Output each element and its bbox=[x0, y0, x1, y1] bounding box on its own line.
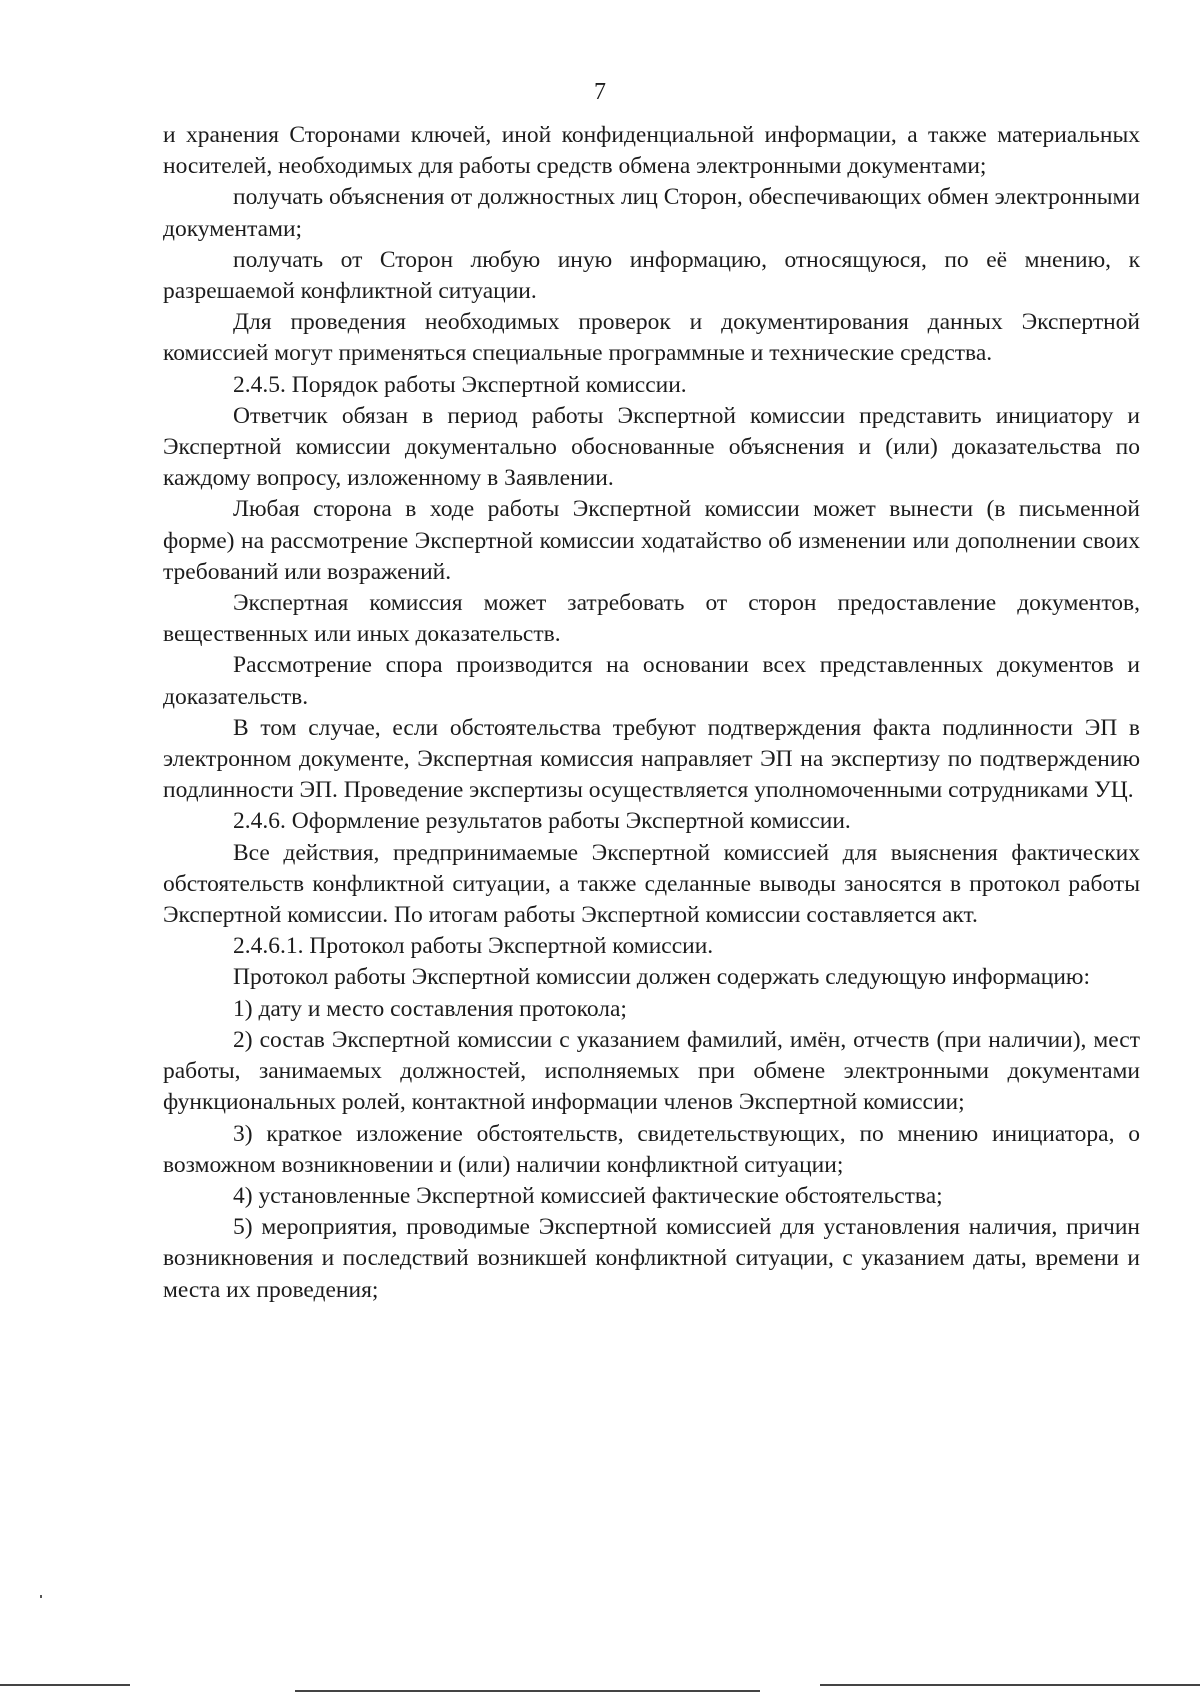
section-heading: 2.4.6.1. Протокол работы Экспертной комиссии. bbox=[233, 933, 714, 960]
paragraph: Рассмотрение спора производится на основании всех представленных документов и доказательств. bbox=[163, 652, 1140, 710]
list-item: 1) дату и место составления протокола; bbox=[233, 995, 627, 1022]
paragraph: Все действия, предпринимаемые Экспертной комиссией для выяснения фактических обстоятельств конфликтной ситуации, а также сделанные выводы заносятся в протокол работы Экспертной комиссии. По итогам работы Экспертной комиссии составляется акт. bbox=[163, 839, 1140, 929]
paragraph: Любая сторона в ходе работы Экспертной комиссии может вынести (в письменной форме) на рассмотрение Экспертной комиссии ходатайство об изменении или дополнении своих требований или возражений. bbox=[163, 496, 1140, 585]
list-item: 2) состав Экспертной комиссии с указанием фамилий, имён, отчеств (при наличии), мест работы, занимаемых должностей, исполняемых при обмене электронными документами функциональных ролей, контактной информации членов Экспертной комиссии; bbox=[163, 1026, 1140, 1116]
paragraph: Ответчик обязан в период работы Экспертной комиссии представить инициатору и Экспертной комиссии документально обоснованные объяснения и (или) доказательства по каждому вопросу, изложенному в Заявлении. bbox=[163, 402, 1140, 492]
paragraph: В том случае, если обстоятельства требуют подтверждения факта подлинности ЭП в электронном документе, Экспертная комиссия направляет ЭП на экспертизу по подтверждению подлинности ЭП. Проведение экспертизы осуществляется уполномоченными сотрудниками УЦ. bbox=[163, 714, 1140, 804]
paragraph: и хранения Сторонами ключей, иной конфиденциальной информации, а также материальных носителей, необходимых для работы средств обмена электронными документами; bbox=[163, 122, 1140, 180]
scan-edge-line bbox=[820, 1684, 1200, 1686]
scan-edge-line bbox=[295, 1690, 760, 1692]
scan-edge-line bbox=[0, 1684, 130, 1686]
scan-mark bbox=[40, 1595, 42, 1598]
page-number: 7 bbox=[594, 79, 606, 105]
paragraph: Для проведения необходимых проверок и документирования данных Экспертной комиссией могут применяться специальные программные и технические средства. bbox=[163, 309, 1140, 367]
paragraph: получать объяснения от должностных лиц Сторон, обеспечивающих обмен электронными документами; bbox=[163, 184, 1140, 242]
section-heading: 2.4.5. Порядок работы Экспертной комиссии. bbox=[233, 371, 687, 398]
list-item: 5) мероприятия, проводимые Экспертной комиссией для установления наличия, причин возникновения и последствий возникшей конфликтной ситуации, с указанием даты, времени и места их проведения; bbox=[163, 1214, 1140, 1303]
paragraph: Экспертная комиссия может затребовать от сторон предоставление документов, вещественных или иных доказательств. bbox=[163, 590, 1140, 648]
document-body bbox=[163, 120, 1140, 1306]
paragraph: Протокол работы Экспертной комиссии должен содержать следующую информацию: bbox=[233, 964, 1090, 991]
section-heading: 2.4.6. Оформление результатов работы Экспертной комиссии. bbox=[233, 808, 851, 835]
list-item: 4) установленные Экспертной комиссией фактические обстоятельства; bbox=[233, 1182, 943, 1209]
paragraph: получать от Сторон любую иную информацию, относящуюся, по её мнению, к разрешаемой конфликтной ситуации. bbox=[163, 246, 1140, 305]
list-item: 3) краткое изложение обстоятельств, свидетельствующих, по мнению инициатора, о возможном возникновении и (или) наличии конфликтной ситуации; bbox=[163, 1120, 1140, 1178]
